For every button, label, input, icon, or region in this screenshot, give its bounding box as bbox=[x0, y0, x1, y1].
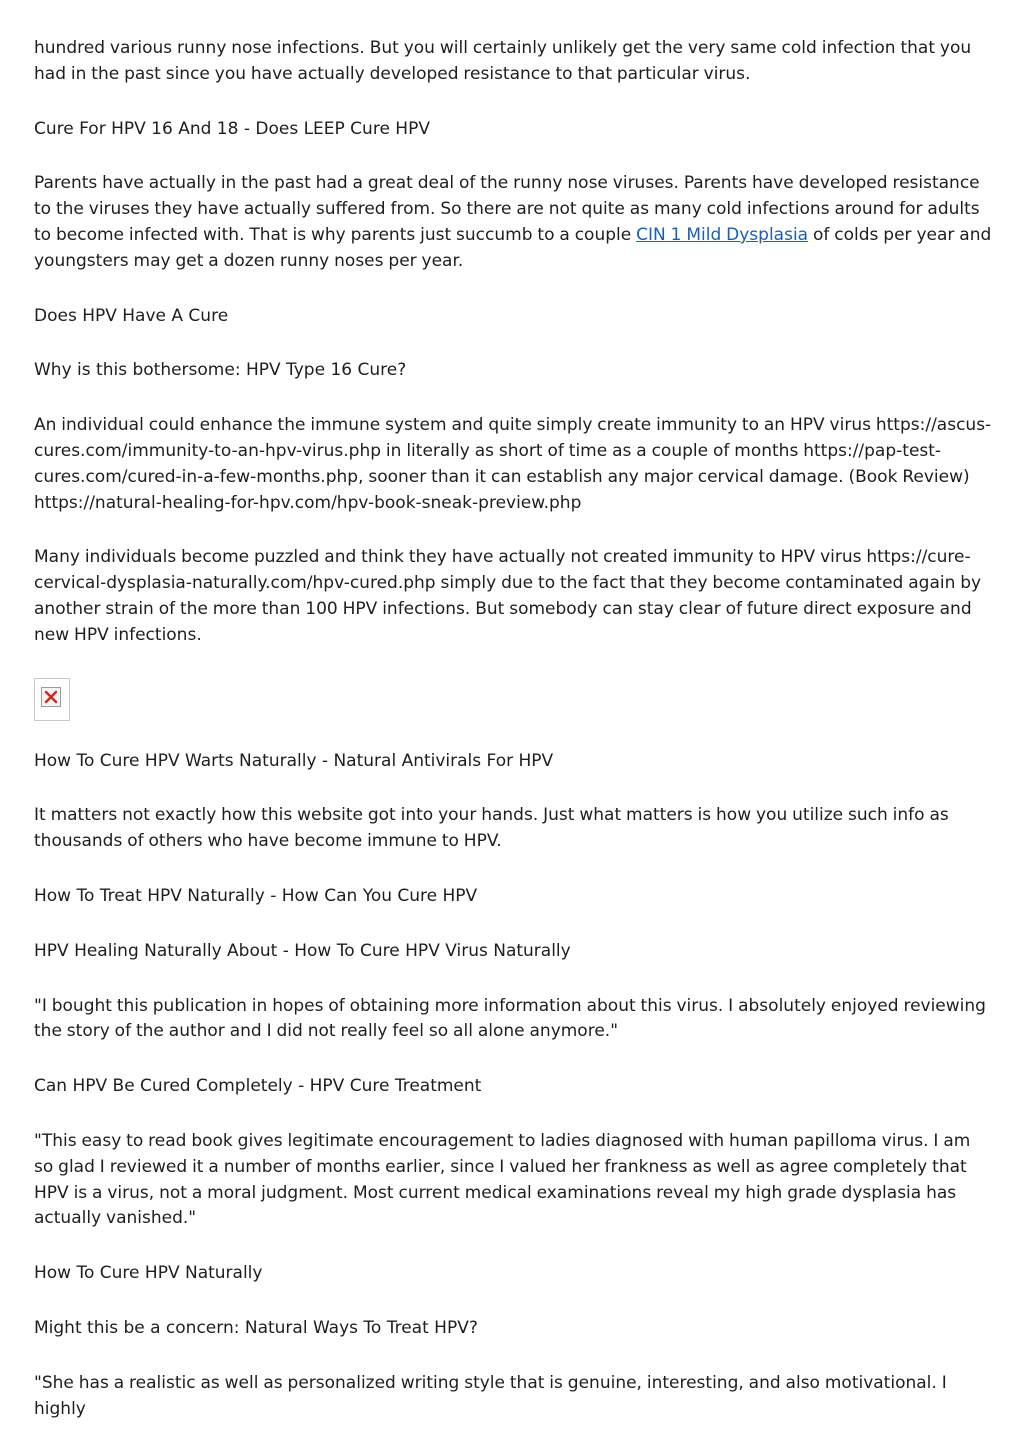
paragraph-parents-resistance bbox=[34, 171, 992, 274]
heading-cure-hpv-warts-naturally: How To Cure HPV Warts Naturally - Natural Antivirals For HPV bbox=[34, 750, 554, 771]
broken-image-icon bbox=[34, 678, 70, 721]
document-body bbox=[34, 36, 992, 1451]
heading-treat-hpv-naturally: How To Treat HPV Naturally - How Can You Cure HPV bbox=[34, 885, 478, 906]
red-x-icon bbox=[44, 690, 58, 704]
paragraph-intro: hundred various runny nose infections. But you will certainly unlikely get the very same cold infection that you had in the past since you have actually developed resistance to that particular virus. bbox=[34, 38, 972, 84]
paragraph-testimonial-writing-style: "She has a realistic as well as personalized writing style that is genuine, interesting, and also motivational. I highly bbox=[34, 1372, 947, 1419]
heading-natural-ways-treat-hpv: Might this be a concern: Natural Ways To Treat HPV? bbox=[34, 1317, 478, 1338]
heading-hpv-cured-completely: Can HPV Be Cured Completely - HPV Cure Treatment bbox=[34, 1076, 482, 1097]
paragraph-immune-system: An individual could enhance the immune system and quite simply create immunity to an HPV virus https://ascus-cures.com/immunity-to-an-hpv-virus.php in literally as short of time as a couple of months https://pap-test-cures.com/cured-in-a-few-months.php, sooner than it can establish any major cervical damage. (Book Review) https://natural-healing-for-hpv.com/hpv-book-sneak-preview.php bbox=[34, 415, 992, 513]
paragraph-text-before-link: Parents have actually in the past had a great deal of the runny nose viruses. Parents have developed resistance to the viruses they have actually suffered from. So there are not quite as many cold infections around for adults to become infected with. That is why parents just succumb to a couple bbox=[34, 173, 980, 245]
heading-cure-hpv-16-18: Cure For HPV 16 And 18 - Does LEEP Cure HPV bbox=[34, 118, 430, 139]
paragraph-testimonial-easy-read: "This easy to read book gives legitimate encouragement to ladies diagnosed with human papilloma virus. I am so glad I reviewed it a number of months earlier, since I valued her frankness as well as agree completely that HPV is a virus, not a moral judgment. Most current medical examinations reveal my high grade dysplasia has actually vanished." bbox=[34, 1130, 971, 1229]
paragraph-testimonial-publication: "I bought this publication in hopes of obtaining more information about this virus. I absolutely enjoyed reviewing the story of the author and I did not really feel so all alone anymore." bbox=[34, 995, 986, 1042]
heading-cure-hpv-naturally: How To Cure HPV Naturally bbox=[34, 1263, 263, 1284]
cin1-mild-dysplasia-link[interactable]: CIN 1 Mild Dysplasia bbox=[636, 224, 809, 245]
paragraph-text-after-link: of colds per year and youngsters may get a dozen runny noses per year. bbox=[34, 224, 992, 271]
heading-hpv-type-16-cure: Why is this bothersome: HPV Type 16 Cure? bbox=[34, 360, 407, 381]
heading-hpv-healing-naturally: HPV Healing Naturally About - How To Cure HPV Virus Naturally bbox=[34, 940, 571, 961]
paragraph-website-hands: It matters not exactly how this website got into your hands. Just what matters is how you utilize such info as thousands of others who have become immune to HPV. bbox=[34, 805, 949, 852]
broken-image-frame bbox=[41, 687, 61, 707]
heading-does-hpv-have-a-cure: Does HPV Have A Cure bbox=[34, 305, 229, 326]
paragraph-puzzled-immunity: Many individuals become puzzled and think they have actually not created immunity to HPV virus https://cure-cervical-dysplasia-naturally.com/hpv-cured.php simply due to the fact that they become contaminated again by another strain of the more than 100 HPV infections. But somebody can stay clear of future direct exposure and new HPV infections. bbox=[34, 547, 982, 645]
